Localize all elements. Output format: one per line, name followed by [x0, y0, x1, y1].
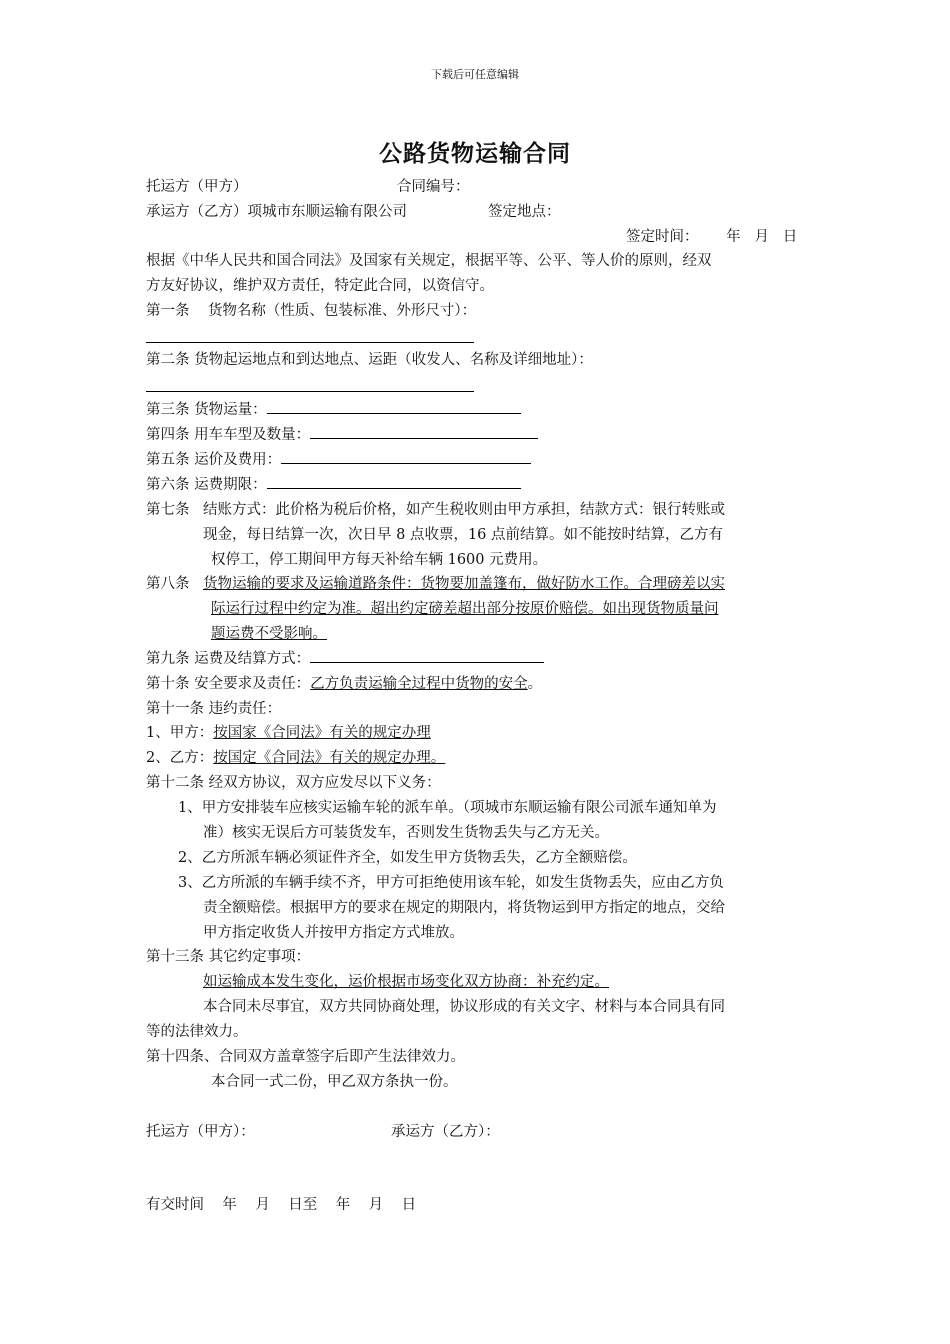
article-2: 第二条 货物起运地点和到达地点、运距（收发人、名称及详细地址）：: [146, 352, 593, 368]
article-13-head: 第十三条 其它约定事项：: [146, 949, 311, 965]
article-8-line-2: 际运行过程中约定为准。超出约定磅差超出部分按原价赔偿。如出现货物质量问: [211, 601, 719, 617]
article-7-line-1: 结账方式：此价格为税后价格，如产生税收则由甲方承担，结款方式：银行转账或: [203, 502, 725, 518]
shipper-signature-label: 托运方（甲方）：: [146, 1124, 255, 1140]
article-4: 第四条 用车车型及数量：: [146, 423, 538, 448]
article-8-line-1: 货物运输的要求及运输道路条件：货物要加盖篷布，做好防水工作。合理磅差以实: [203, 576, 725, 592]
article-1-blank: [146, 342, 474, 343]
article-13-note-line-2: 等的法律效力。: [146, 1024, 248, 1040]
article-7-line-2: 现金，每日结算一次，次日早 8 点收票，16 点前结算。如不能按时结算，乙方有: [203, 527, 724, 543]
article-6: 第六条 运费期限：: [146, 473, 521, 498]
article-11-head: 第十一条 违约责任：: [146, 701, 282, 717]
article-8-head: 第八条: [146, 576, 199, 592]
article-12-item-1-line-1: 1、甲方安排装车应核实运输车轮的派车单。（项城市东顺运输有限公司派车通知单为: [178, 800, 717, 816]
article-13-note-line-1: 本合同未尽事宜，双方共同协商处理，协议形成的有关文字、材料与本合同具有同: [203, 999, 725, 1015]
article-12-item-3-line-3: 甲方指定收货人并按甲方指定方式堆放。: [203, 925, 464, 941]
article-7-head: 第七条: [146, 502, 199, 518]
shipper-label: 托运方（甲方）: [146, 179, 248, 195]
effective-period: 有交时间 年 月 日至 年 月 日: [146, 1197, 417, 1213]
article-12-item-2: 2、乙方所派车辆必须证件齐全，如发生甲方货物丢失，乙方全额赔偿。: [178, 850, 637, 866]
contract-title: 公路货物运输合同: [379, 140, 571, 167]
article-12-item-3-line-1: 3、乙方所派的车辆手续不齐，甲方可拒绝使用该车轮，如发生货物丢失，应由乙方负: [178, 875, 724, 891]
article-2-blank: [146, 391, 474, 392]
article-1: 第一条 货物名称（性质、包装标准、外形尺寸）：: [146, 303, 477, 319]
sign-place-label: 签定地点：: [488, 204, 561, 220]
article-12-item-3-line-2: 责全额赔偿。根据甲方的要求在规定的期限内，将货物运到甲方指定的地点，交给: [203, 900, 725, 916]
article-12-item-1-line-2: 准）核实无误后方可装货发车，否则发生货物丢失与乙方无关。: [203, 825, 609, 841]
contract-number-label: 合同编号：: [397, 179, 470, 195]
article-5: 第五条 运价及费用：: [146, 448, 531, 473]
article-8-line-3: 题运费不受影响。: [211, 626, 327, 642]
download-note: 下载后可任意编辑: [431, 68, 519, 81]
article-13-agreed: 如运输成本发生变化，运价根据市场变化双方协商：补充约定。: [203, 974, 609, 990]
copies-statement: 本合同一式二份，甲乙双方条执一份。: [211, 1074, 458, 1090]
article-7-line-3: 权停工，停工期间甲方每天补给车辆 1600 元费用。: [211, 552, 548, 568]
carrier-signature-label: 承运方（乙方）：: [391, 1124, 500, 1140]
article-14: 第十四条、合同双方盖章签字后即产生法律效力。: [146, 1049, 465, 1065]
article-9: 第九条 运费及结算方式：: [146, 647, 544, 672]
sign-time: 签定时间： 年 月 日: [626, 229, 798, 245]
article-11-party-a: 1、甲方：按国家《合同法》有关的规定办理: [146, 725, 431, 741]
carrier-line: 承运方（乙方）项城市东顺运输有限公司: [146, 204, 407, 220]
intro-line-1: 根据《中华人民共和国合同法》及国家有关规定，根据平等、公平、等人价的原则，经双: [146, 253, 712, 269]
article-11-party-b: 2、乙方：按国定《合同法》有关的规定办理。: [146, 750, 446, 766]
article-12-head: 第十二条 经双方协议，双方应发尽以下义务：: [146, 775, 441, 791]
article-10: 第十条 安全要求及责任：乙方负责运输全过程中货物的安全。: [146, 676, 543, 692]
intro-line-2: 方友好协议，维护双方责任，特定此合同，以资信守。: [146, 278, 494, 294]
article-3: 第三条 货物运量：: [146, 398, 521, 423]
